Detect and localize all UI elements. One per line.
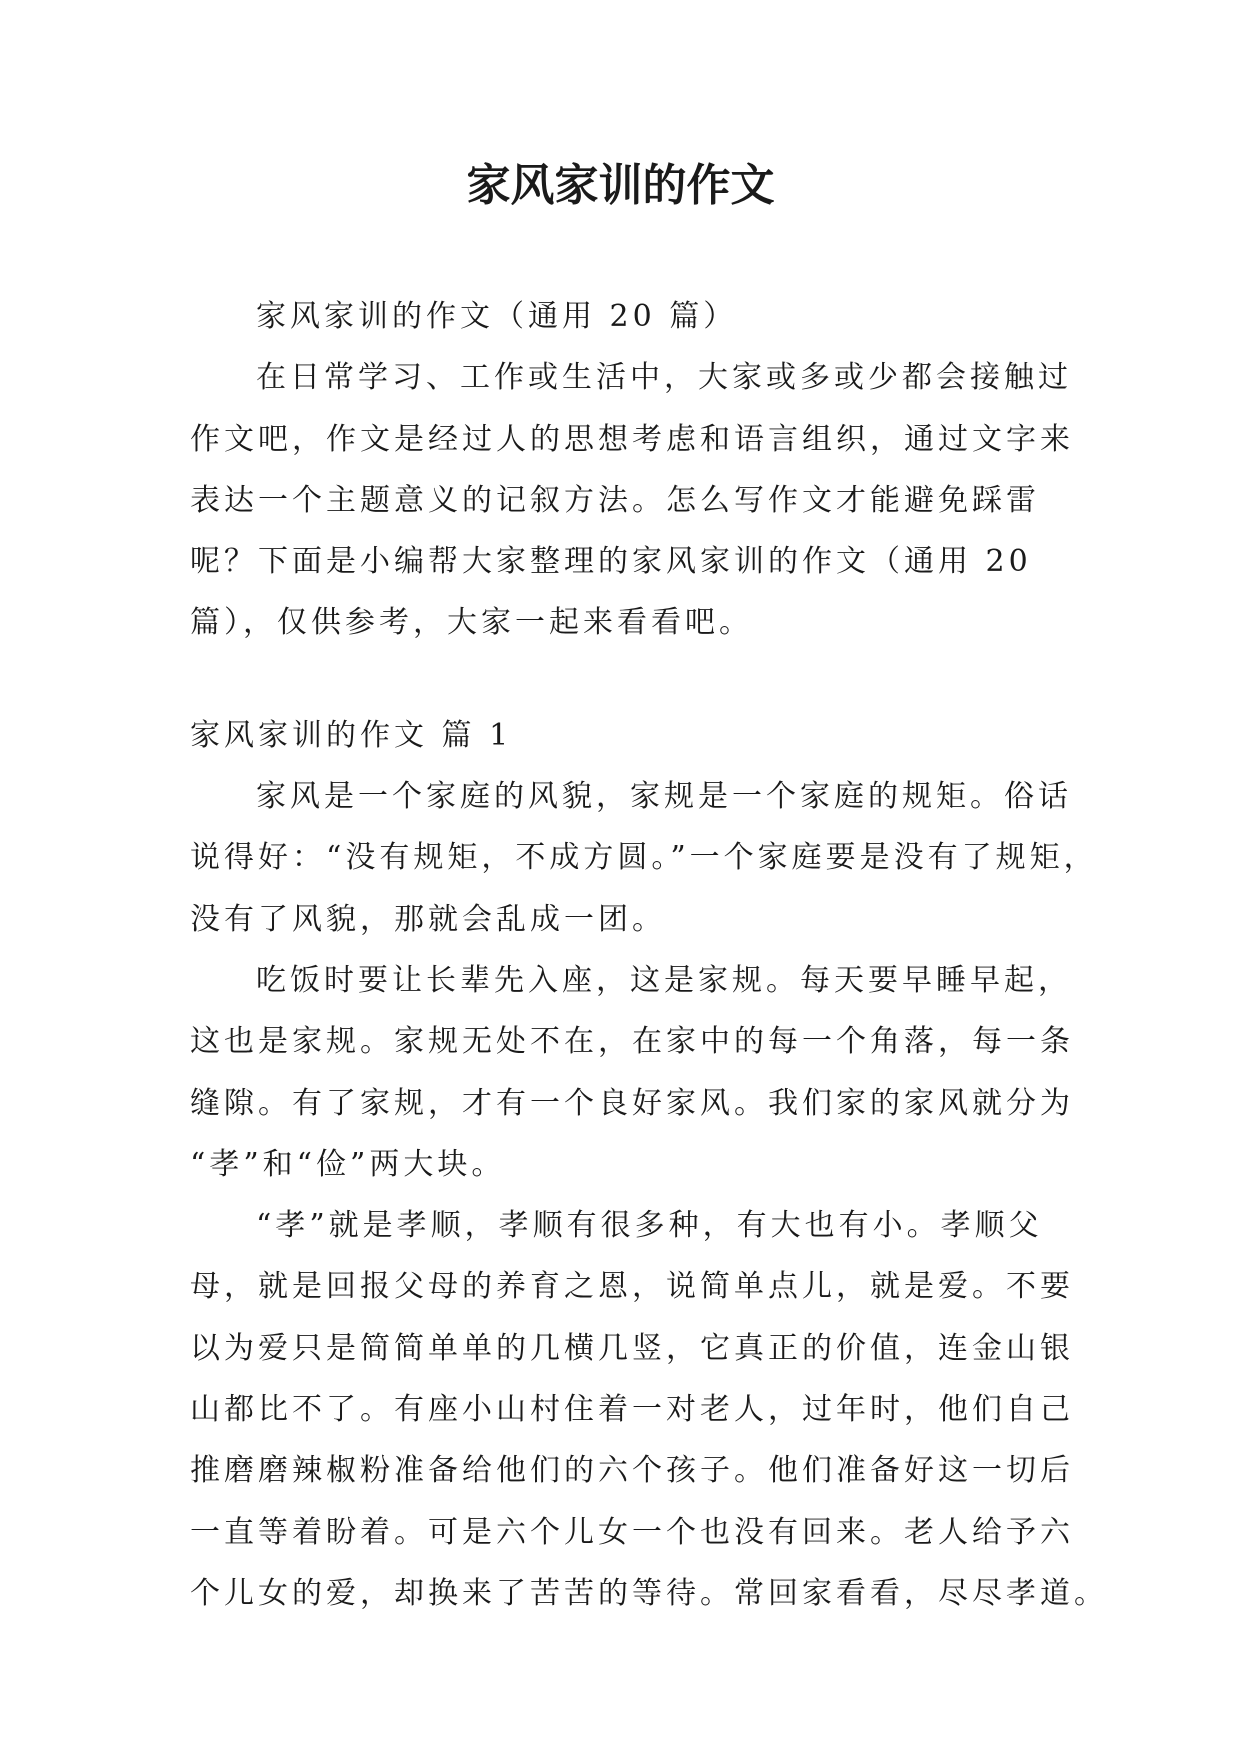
text-line: 吃饭时要让长辈先入座，这是家规。每天要早睡早起， (256, 962, 1072, 998)
section-spacer (190, 654, 1050, 705)
text-line: 作文吧，作文是经过人的思想考虑和语言组织，通过文字来 (190, 421, 1074, 457)
text-line: 山都比不了。有座小山村住着一对老人，过年时，他们自己 (190, 1392, 1074, 1428)
paragraph (190, 766, 1098, 950)
paragraph (190, 950, 1074, 1195)
text-line: 家风是一个家庭的风貌，家规是一个家庭的规矩。俗话 (256, 779, 1072, 815)
text-line: “孝”和“俭”两大块。 (190, 1146, 506, 1182)
text-line: 表达一个主题意义的记叙方法。怎么写作文才能避免踩雷 (190, 482, 1040, 518)
text-line: 以为爱只是简简单单的几横几竖，它真正的价值，连金山银 (190, 1330, 1074, 1366)
text-line: 个儿女的爱，却换来了苦苦的等待。常回家看看，尽尽孝道。 (190, 1575, 1108, 1611)
text-line: 缝隙。有了家规，才有一个良好家风。我们家的家风就分为 (190, 1085, 1074, 1121)
text-line: 推磨磨辣椒粉准备给他们的六个孩子。他们准备好这一切后 (190, 1453, 1074, 1489)
text-line: 呢？下面是小编帮大家整理的家风家训的作文（通用 20 (190, 544, 1032, 580)
text-line: 这也是家规。家规无处不在，在家中的每一个角落，每一条 (190, 1024, 1074, 1060)
text-line: 母，就是回报父母的养育之恩，说简单点儿，就是爱。不要 (190, 1269, 1074, 1305)
intro-paragraph (190, 347, 1074, 653)
document-body (190, 286, 1108, 1624)
section-heading: 家风家训的作文 篇 1 (190, 717, 513, 753)
text-line: 说得好：“没有规矩，不成方圆。”一个家庭要是没有了规矩， (190, 840, 1098, 876)
text-line: “孝”就是孝顺，孝顺有很多种，有大也有小。孝顺父 (256, 1208, 1043, 1244)
text-line: 在日常学习、工作或生活中，大家或多或少都会接触过 (256, 360, 1072, 396)
paragraph (190, 1195, 1108, 1624)
text-line: 篇），仅供参考，大家一起来看看吧。 (190, 605, 753, 641)
document-title: 家风家训的作文 (466, 160, 775, 211)
intro-subtitle: 家风家训的作文（通用 20 篇） (256, 299, 738, 334)
text-line: 一直等着盼着。可是六个儿女一个也没有回来。老人给予六 (190, 1514, 1074, 1550)
text-line: 没有了风貌，那就会乱成一团。 (190, 901, 666, 937)
